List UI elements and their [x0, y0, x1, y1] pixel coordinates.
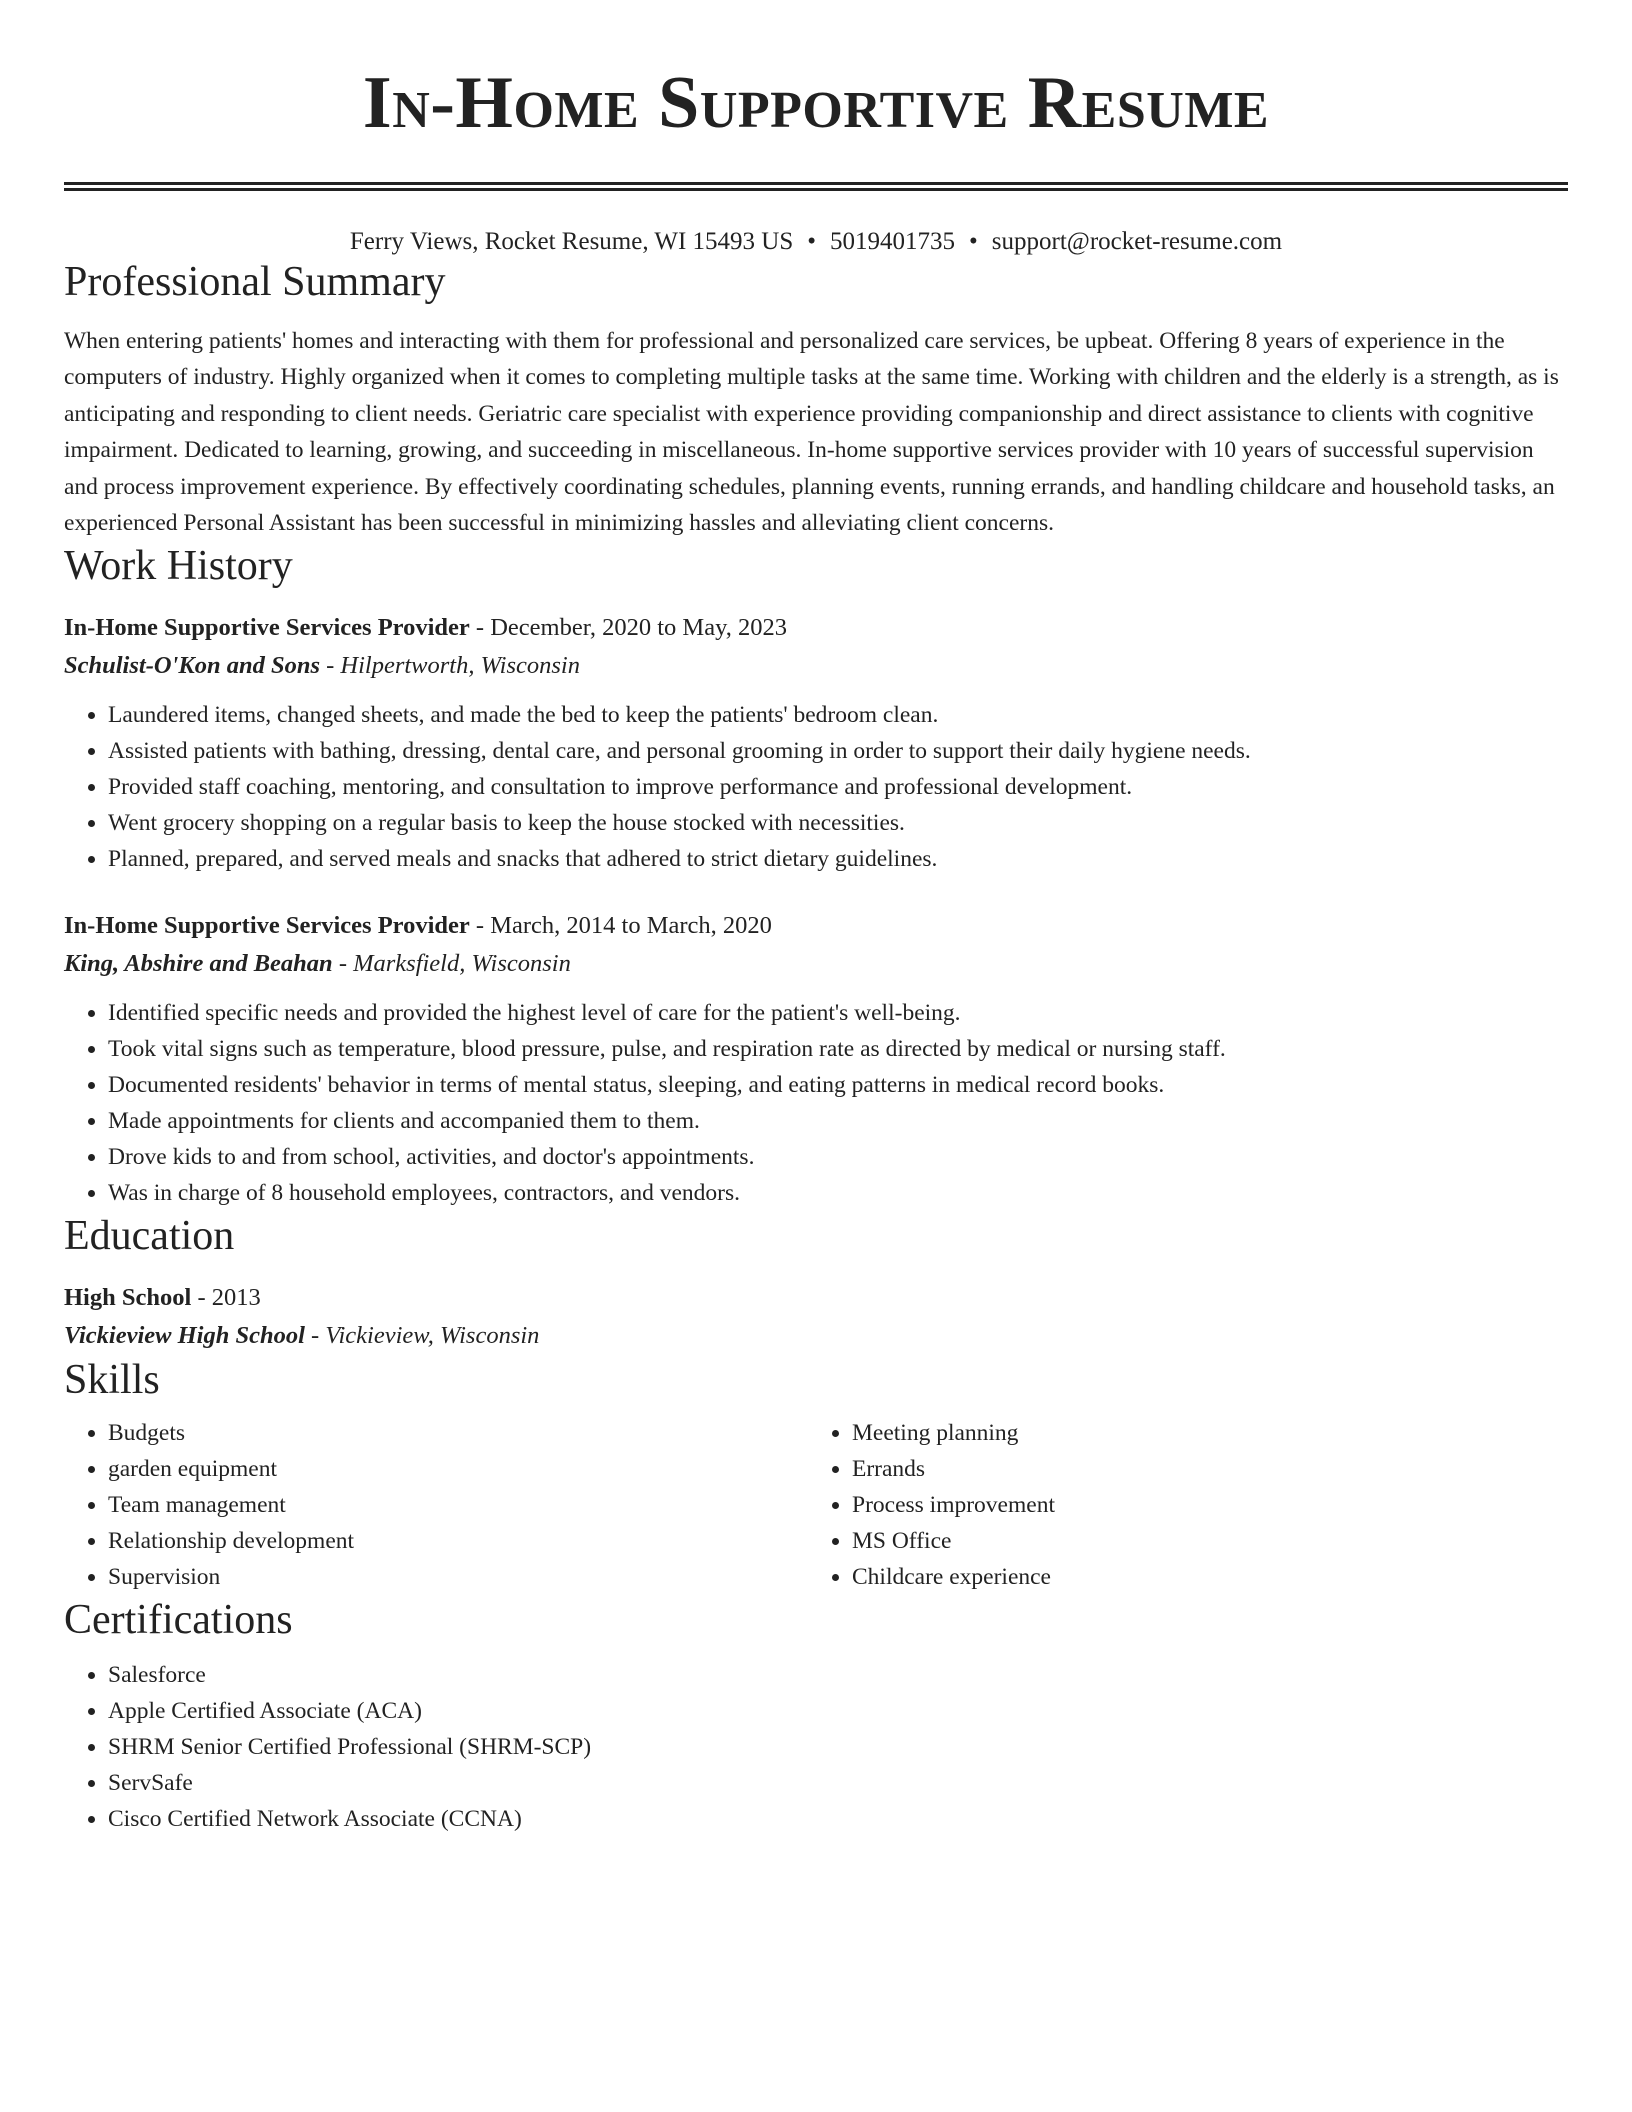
title-divider: [64, 182, 1568, 191]
certification-item: • Apple Certified Associate (ACA): [108, 1693, 1568, 1729]
skill-item: • Supervision: [108, 1559, 808, 1595]
duty-item: • Planned, prepared, and served meals and snacks that adhered to strict dietary guidelines.: [108, 841, 1568, 877]
job-title: In-Home Supportive Services Provider: [64, 912, 470, 940]
skills-column-right: [808, 1415, 1552, 1595]
job-title-line: [64, 907, 1568, 945]
job-duties: [64, 697, 1568, 877]
contact-separator: •: [969, 228, 978, 255]
duty-item: • Laundered items, changed sheets, and made the bed to keep the patients' bedroom clean.: [108, 697, 1568, 733]
contact-line: [64, 227, 1568, 257]
job-title-line: [64, 609, 1568, 647]
school-name: Vickieview High School: [64, 1322, 305, 1350]
skill-item: • MS Office: [852, 1523, 1552, 1559]
job-entry: [64, 609, 1568, 877]
company-line: [64, 945, 1568, 983]
duty-item: • Made appointments for clients and accompanied them to them.: [108, 1103, 1568, 1139]
resume-title: In-Home Supportive Resume: [362, 62, 1270, 144]
skill-item: • Team management: [108, 1487, 808, 1523]
job-title: In-Home Supportive Services Provider: [64, 614, 470, 642]
degree: High School: [64, 1284, 192, 1312]
duty-item: • Was in charge of 8 household employees, contractors, and vendors.: [108, 1175, 1568, 1211]
degree-line: [64, 1279, 1568, 1317]
company-name: Schulist-O'Kon and Sons: [64, 652, 320, 680]
skills-column-left: [64, 1415, 808, 1595]
education-entry: [64, 1279, 1568, 1355]
certification-item: • SHRM Senior Certified Professional (SHRM-SCP): [108, 1729, 1568, 1765]
skills-heading: Skills: [64, 1357, 160, 1404]
certification-item: • Salesforce: [108, 1657, 1568, 1693]
company-line: [64, 647, 1568, 685]
company-location: - Marksfield, Wisconsin: [332, 950, 571, 978]
education-heading: Education: [64, 1213, 235, 1260]
contact-separator: •: [807, 228, 817, 255]
job-duties: [64, 995, 1568, 1211]
work-history-heading: Work History: [64, 543, 293, 590]
duty-item: • Identified specific needs and provided the highest level of care for the patient's well-being.: [108, 995, 1568, 1031]
summary-text: When entering patients' homes and interacting with them for professional and personalized care services, be upbeat. Offering 8 years of experience in the computers of industry. Highly organized when it comes to completing multiple tasks at the same time. Working with children and the elderly is a strength, as is anticipating and responding to client needs. Geriatric care specialist with experience providing companionship and direct assistance to clients with cognitive impairment. Dedicated to learning, growing, and succeeding in miscellaneous. In-home supportive services provider with 10 years of successful supervision and process improvement experience. By effectively coordinating schedules, planning events, running errands, and handling childcare and household tasks, an experienced Personal Assistant has been successful in minimizing hassles and alleviating client concerns.: [64, 328, 1559, 537]
certifications-heading: Certifications: [64, 1597, 293, 1644]
certifications-list: [64, 1657, 1568, 1837]
duty-item: • Drove kids to and from school, activities, and doctor's appointments.: [108, 1139, 1568, 1175]
job-dates: - March, 2014 to March, 2020: [469, 912, 772, 940]
skills-list: [64, 1415, 1568, 1595]
skill-item: • Childcare experience: [852, 1559, 1552, 1595]
skill-item: • Relationship development: [108, 1523, 808, 1559]
contact-address: Ferry Views, Rocket Resume, WI 15493 US: [349, 228, 794, 255]
school-line: [64, 1317, 1568, 1355]
duty-item: • Went grocery shopping on a regular basis to keep the house stocked with necessities.: [108, 805, 1568, 841]
certification-item: • ServSafe: [108, 1765, 1568, 1801]
duty-item: • Assisted patients with bathing, dressing, dental care, and personal grooming in order to support their daily hygiene needs.: [108, 733, 1568, 769]
job-entry: [64, 907, 1568, 1211]
skill-item: • Budgets: [108, 1415, 808, 1451]
company-name: King, Abshire and Beahan: [64, 950, 333, 978]
contact-email: support@rocket-resume.com: [991, 228, 1283, 255]
company-location: - Hilpertworth, Wisconsin: [320, 652, 580, 680]
duty-item: • Documented residents' behavior in terms of mental status, sleeping, and eating patterns in medical record books.: [108, 1067, 1568, 1103]
duty-item: • Took vital signs such as temperature, blood pressure, pulse, and respiration rate as directed by medical or nursing staff.: [108, 1031, 1568, 1067]
skill-item: • garden equipment: [108, 1451, 808, 1487]
graduation-year: - 2013: [191, 1284, 261, 1312]
summary-heading: Professional Summary: [64, 259, 446, 305]
skill-item: • Errands: [852, 1451, 1552, 1487]
duty-item: • Provided staff coaching, mentoring, and consultation to improve performance and professional development.: [108, 769, 1568, 805]
school-location: - Vickieview, Wisconsin: [304, 1322, 540, 1350]
certification-item: • Cisco Certified Network Associate (CCNA): [108, 1801, 1568, 1837]
contact-phone: 5019401735: [830, 228, 956, 255]
skill-item: • Meeting planning: [852, 1415, 1552, 1451]
job-dates: - December, 2020 to May, 2023: [469, 614, 788, 642]
skill-item: • Process improvement: [852, 1487, 1552, 1523]
